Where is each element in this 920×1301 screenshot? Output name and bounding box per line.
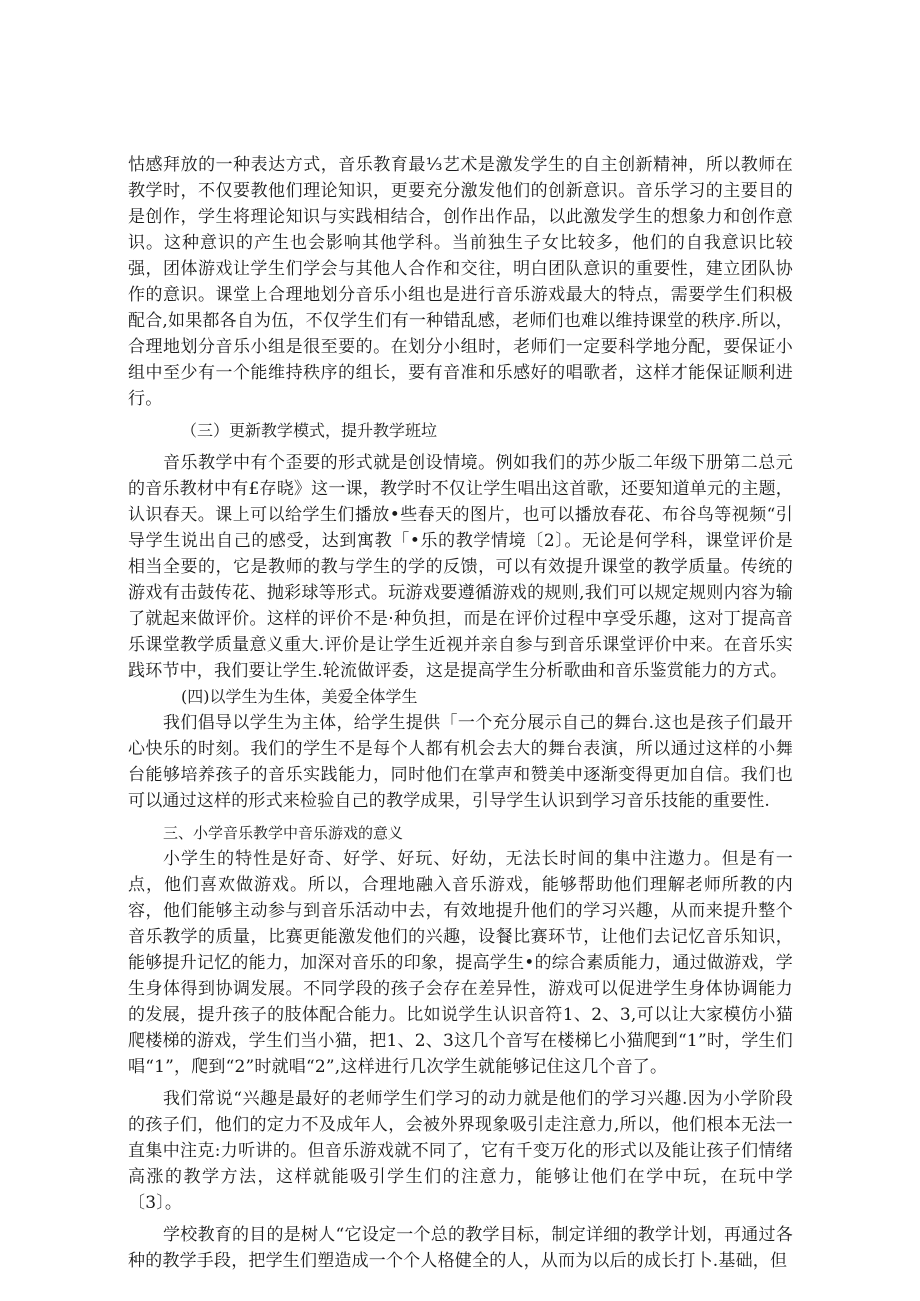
paragraph-interest: 我们常说“兴趣是最好的老师学生们学习的动力就是他们的学习兴趣.因为小学阶段的孩子们，他们的定力不及成年人，会被外界现象吸引走注意力,所以，他们根本无法一直集中注克:力听讲的。但音乐游戏就不同了，它有千变万化的形式以及能让孩子们情绪高涨的教学方法，这样就能吸引学生们的注意力，能够让他们在学中玩，在玩中学〔3〕。 (128, 1089, 793, 1213)
paragraph-music-games-meaning: 小学生的特性是好奇、好学、好玩、好幼，无法长时间的集中注遨力。但是有一点，他们喜欢做游戏。所以，合理地融入音乐游戏，能够帮助他们理解老师所教的内容，他们能够主动参与到音乐活动中去，有效地提升他们的学习兴趣，从而来提升整个音乐教学的质量，比赛更能激发他们的兴趣，设餐比赛环节，让他们去记忆音乐知识，能够提升记忆的能力，加深对音乐的印象，提高学生•的综合素质能力，通过做游戏，学生身体得到协调发展。不同学段的孩子会存在差异性，游戏可以促进学生身体协调能力的发展，提升孩子的肢体配合能力。比如说学生认识音符1、2、3,可以让大家模仿小猫爬楼梯的游戏，学生们当小猫，把1、2、3这几个音写在楼梯匕小猫爬到“1”时，学生们唱“1”，爬到“2”时就唱“2”,这样进行几次学生就能够记住这几个音了。 (128, 849, 793, 1077)
paragraph-teaching-mode: 音乐教学中有个歪要的形式就是创设情境。例如我们的苏少版二年级下册第二总元的音乐教材中有£存晓》这一课，教学时不仅让学生唱出这首歌，还要知道单元的主题，认识春天。课上可以给学生们播放•些春天的图片，也可以播放春花、布谷鸟等视频“引导学生说出自己的感受，达到寓教「•乐的教学情境〔2〕。无论是何学科，课堂评价是相当全要的，它是教师的教与学生的学的反馈，可以有效提升课堂的教学质量。传统的游戏有击鼓传花、抛彩球等形式。玩游戏要遵循游戏的规则,我们可以规定规则内容为输了就起来做评价。这样的评价不是·种负担，而是在评价过程中享受乐趣，这对丁提高音乐课堂教学质量意义重大.评价是让学生近视并亲自参与到音乐课堂评价中来。在音乐实践环节中，我们要让学生.轮流做评委，这是提高学生分析歌曲和音乐鉴赏能力的方式。 (128, 453, 793, 681)
chapter-heading-3: 三、小学音乐教学中音乐游戏的意义 (163, 824, 404, 842)
paragraph-group-collaboration: 怙感拜放的一种表达方式，音乐教育最⅓艺术是激发学生的自主创新精神，所以教师在教学时，不仅要教他们理论知识，更要充分激发他们的创新意识。音乐学习的主要目的是创作，学生将理论知识与实践相结合，创作出作品，以此激发学生的想象力和创作意识。这种意识的产生也会影响其他学科。当前独生子女比较多，他们的自我意识比较强，团体游戏让学生们学会与其他人合作和交往，明白团队意识的重要性，建立团队协作的意识。课堂上合理地划分音乐小组也是进行音乐游戏最大的特点，需要学生们积极配合,如果都各自为伍，不仅学生们有一种错乱感，老师们也难以维持课堂的秩序.所以，合理地划分音乐小组是很至要的。在划分小组时，老师们一定要科学地分配，要保证小组中至少有一个能维持秩序的组长，要有音准和乐感好的唱歌者，这样才能保证顺利进行。 (128, 155, 793, 409)
section-heading-4: (四)以学生为生体，美爱全体学生 (181, 687, 418, 706)
document-page (128, 152, 793, 1274)
section-heading-3: （三）更新教学模式，提升教学班垃 (181, 421, 438, 440)
paragraph-student-centered: 我们倡导以学生为主体，给学生提供「一个充分展示自己的舞台.这也是孩子们最开心快乐的时刻。我们的学生不是每个人都有机会去大的舞台表演，所以通过这样的小舞台能够培养孩子的音乐实践能力，同时他们在掌声和赞美中逐渐变得更加自信。我们也可以通过这样的形式来检验自己的教学成果，引导学生认识到学习音乐技能的重要性. (128, 713, 793, 811)
paragraph-school-education: 学校教育的目的是树人“它设定一个总的教学目标，制定详细的教学计划，再通过各种的教学手段，把学生们塑造成一个个人格健全的人，从而为以后的成长打卜.基础，但 (128, 1225, 793, 1271)
